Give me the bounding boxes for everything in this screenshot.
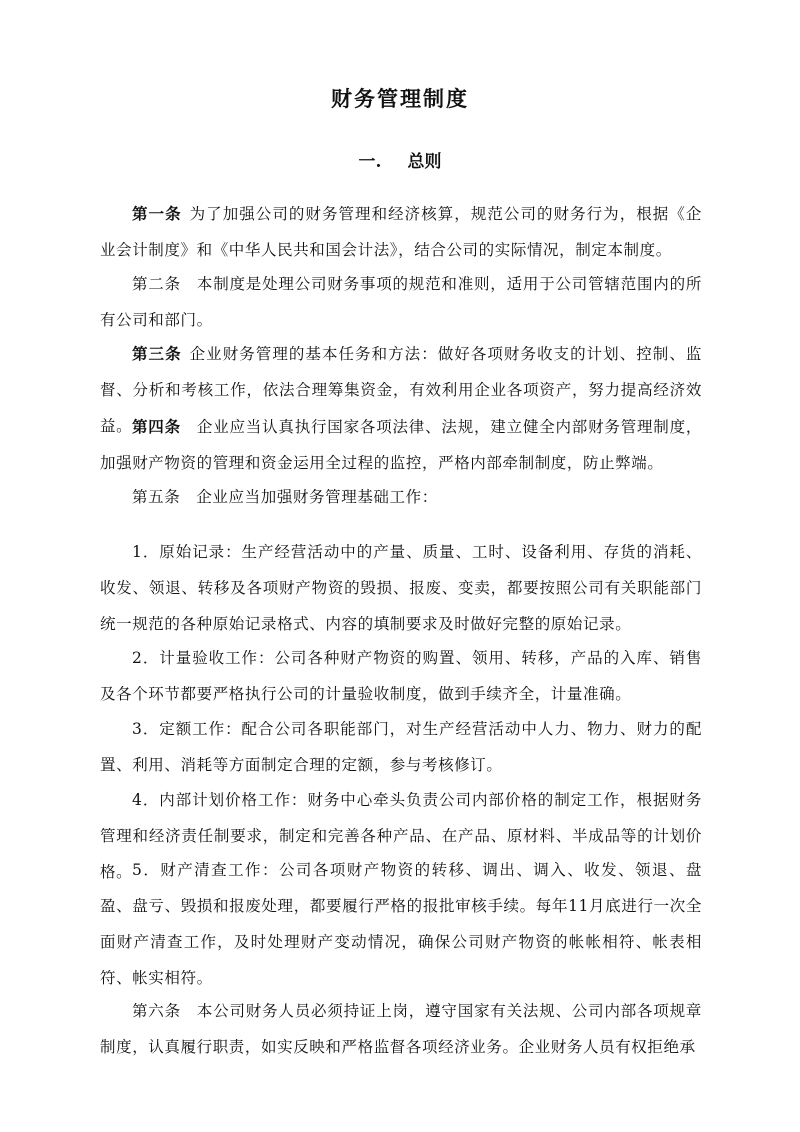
item-text: 4．内部计划价格工作：财务中心牵头负责公司内部价格的制定工作，根据财务管理和经济责任制要求，制定和完善各种产品、在产品、原材料、半成品等的计划价格。: [100, 791, 702, 881]
article-6: [100, 993, 702, 1065]
article-2: [100, 266, 702, 338]
section-title: 总则: [407, 152, 442, 172]
document-title: 财务管理制度: [331, 86, 469, 111]
article-5: [100, 479, 702, 515]
item-text: 5．财产清查工作：公司各项财产物资的转移、调出、调入、收发、领退、盘盈、盘亏、毁损和报废处理，都要履行严格的报批审核手续。每年11月底进行一次全面财产清查工作，及时处理财产变动情况，确保公司财产物资的帐帐相符、帐表相符、帐实相符。: [100, 861, 702, 987]
item-5: [100, 852, 702, 996]
item-text: 3．定额工作：配合公司各职能部门，对生产经营活动中人力、物力、财力的配置、利用、消耗等方面制定合理的定额，参与考核修订。: [100, 720, 702, 774]
item-1: [100, 534, 702, 642]
article-label: 第五条: [132, 488, 181, 506]
article-text: 企业应当认真执行国家各项法律、法规，建立健全内部财务管理制度，加强财产物资的管理和资金运用全过程的监控，严格内部牵制制度，防止弊端。: [100, 418, 702, 472]
item-3: [100, 711, 702, 783]
section-number: 一.: [358, 152, 382, 172]
article-text: 为了加强公司的财务管理和经济核算，规范公司的财务行为，根据《企业会计制度》和《中华人民共和国会计法》，结合公司的实际情况，制定本制度。: [100, 205, 702, 259]
item-2: [100, 640, 702, 712]
item-text: 1．原始记录：生产经营活动中的产量、质量、工时、设备利用、存货的消耗、收发、领退、转移及各项财产物资的毁损、报废、变卖，都要按照公司有关职能部门统一规范的各种原始记录格式、内容的填制要求及时做好完整的原始记录。: [100, 543, 702, 633]
article-text: 本公司财务人员必须持证上岗，遵守国家有关法规、公司内部各项规章制度，认真履行职责，如实反映和严格监督各项经济业务。企业财务人员有权拒绝承: [100, 1002, 702, 1056]
article-label: 第二条: [132, 275, 181, 293]
section-heading: [0, 149, 800, 175]
article-text: 企业应当加强财务管理基础工作：: [196, 488, 438, 506]
article-4: [100, 409, 702, 481]
article-label: 第六条: [132, 1002, 181, 1020]
article-text: 本制度是处理公司财务事项的规范和准则，适用于公司管辖范围内的所有公司和部门。: [100, 275, 702, 329]
article-1: [100, 196, 702, 268]
article-label: 第三条: [132, 344, 182, 363]
article-text: 企业财务管理的基本任务和方法：做好各项财务收支的计划、控制、监督、分析和考核工作，依法合理筹集资金，有效利用企业各项资产，努力提高经济效益。: [100, 345, 702, 435]
article-label: 第一条: [132, 204, 182, 223]
article-label: 第四条: [132, 417, 181, 436]
item-text: 2．计量验收工作：公司各种财产物资的购置、领用、转移，产品的入库、销售及各个环节都要严格执行公司的计量验收制度，做到手续齐全，计量准确。: [100, 649, 702, 703]
